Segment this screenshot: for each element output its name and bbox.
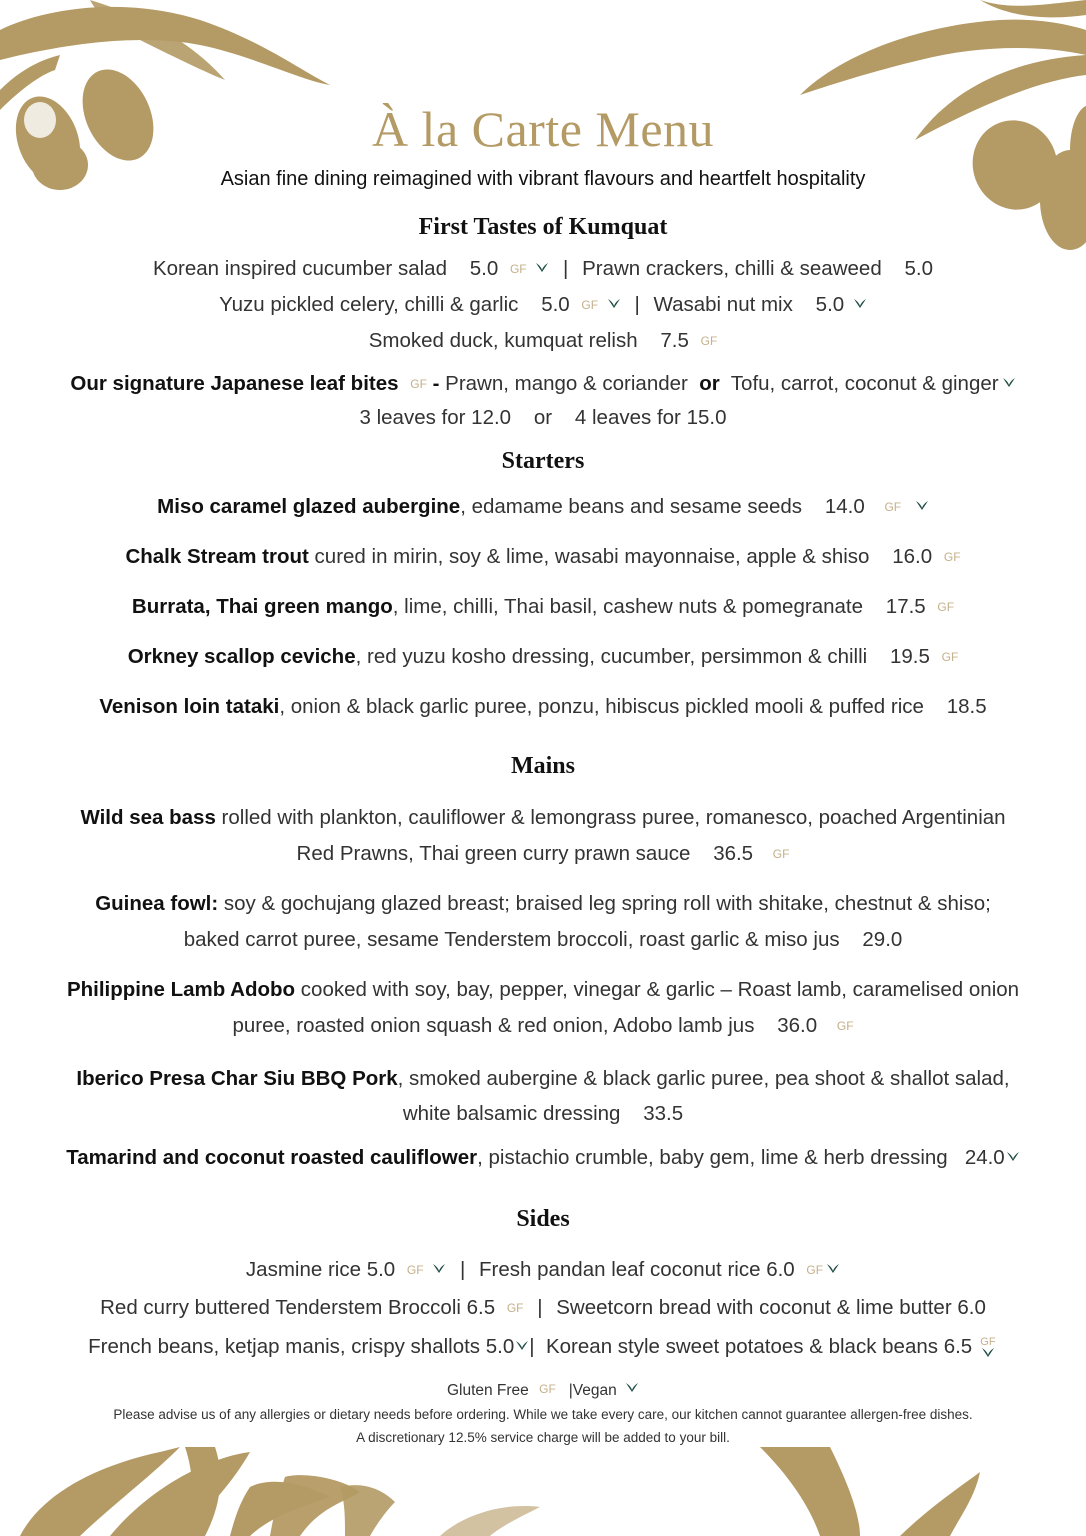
separator: | <box>459 1258 466 1281</box>
item-price: 19.5 <box>890 645 930 668</box>
gf-tag: GF <box>406 1263 424 1277</box>
signature-prices <box>0 406 1086 430</box>
legend-gluten-free-label: Gluten Free <box>446 1382 529 1399</box>
sides-row-3 <box>0 1335 1086 1359</box>
gf-tag: GF <box>980 1335 996 1348</box>
main-item-line-1 <box>0 806 1086 830</box>
section-heading-sides: Sides <box>516 1206 570 1232</box>
starter-item <box>0 545 1086 569</box>
item-name: Tamarind and coconut roasted cauliflower <box>66 1146 478 1169</box>
item-desc: rolled with plankton, cauliflower & lemongrass puree, romanesco, poached Argentinian <box>215 806 1006 829</box>
section-heading-mains: Mains <box>510 753 575 779</box>
vegan-leaf-icon <box>607 298 621 310</box>
gf-tag: GF <box>884 500 902 514</box>
item-name: Wild sea bass <box>80 806 216 829</box>
item-price: 5.0 <box>485 1335 515 1358</box>
option-a: Prawn, mango & coriander <box>445 372 688 395</box>
separator: | <box>537 1296 543 1319</box>
price-3-leaves: 3 leaves for 12.0 <box>359 406 512 429</box>
item-name: Orkney scallop ceviche <box>127 645 356 668</box>
option-b: Tofu, carrot, coconut & ginger <box>730 372 999 395</box>
item-price: 6.0 <box>766 1258 795 1281</box>
item-price: 6.5 <box>466 1296 496 1319</box>
vegan-leaf-icon <box>826 1263 840 1275</box>
dietary-legend <box>0 1382 1086 1400</box>
vegan-leaf-icon <box>981 1347 995 1359</box>
signature-name: Our signature Japanese leaf bites <box>70 372 399 395</box>
item-name: Sweetcorn bread with coconut & lime butter <box>556 1296 952 1319</box>
item-name: Yuzu pickled celery, chilli & garlic <box>219 293 519 316</box>
service-charge-note: A discretionary 12.5% service charge will be added to your bill. <box>356 1430 730 1445</box>
vegan-leaf-icon <box>915 500 929 512</box>
item-price: 5.0 <box>469 257 499 280</box>
item-name: Philippine Lamb Adobo <box>66 978 296 1001</box>
item-price: 7.5 <box>660 329 689 352</box>
item-price: 36.5 <box>713 842 754 865</box>
dash: - <box>432 372 440 395</box>
item-desc: , lime, chilli, Thai basil, cashew nuts & pomegranate <box>392 595 863 618</box>
first-tastes-row-3 <box>0 329 1086 353</box>
item-desc: white balsamic dressing <box>402 1102 621 1125</box>
sides-row-1 <box>0 1258 1086 1282</box>
item-desc: , pistachio crumble, baby gem, lime & herb dressing <box>477 1146 948 1169</box>
item-price: 18.5 <box>946 695 987 718</box>
separator: | <box>568 1382 573 1399</box>
gf-tag: GF <box>941 650 959 664</box>
legend-vegan-label: Vegan <box>572 1382 617 1399</box>
item-name: Fresh pandan leaf coconut rice <box>479 1258 761 1281</box>
dietary-tags-stack <box>978 1337 998 1359</box>
page-subtitle: Asian fine dining reimagined with vibrant flavours and heartfelt hospitality <box>220 168 866 190</box>
item-name: Burrata, Thai green mango <box>131 595 393 618</box>
vegan-leaf-icon <box>515 1340 529 1352</box>
item-name: Korean inspired cucumber salad <box>152 257 447 280</box>
item-name: Miso caramel glazed aubergine <box>157 495 461 518</box>
gf-tag: GF <box>943 550 961 564</box>
starter-item <box>0 595 1086 619</box>
section-heading-starters: Starters <box>501 448 585 474</box>
item-price: 29.0 <box>862 928 903 951</box>
item-desc: puree, roasted onion squash & red onion, Adobo lamb jus <box>232 1014 755 1037</box>
item-price: 14.0 <box>824 495 865 518</box>
vegan-leaf-icon <box>1006 1151 1020 1163</box>
item-price: 24.0 <box>964 1146 1005 1169</box>
main-item-line-2 <box>0 1014 1086 1038</box>
item-name: Chalk Stream trout <box>125 545 309 568</box>
item-price: 5.0 <box>541 293 570 316</box>
signature-leaf-bites <box>0 372 1086 396</box>
gf-tag: GF <box>700 334 718 348</box>
gf-tag: GF <box>506 1301 524 1315</box>
starter-item <box>0 645 1086 669</box>
item-desc: cured in mirin, soy & lime, wasabi mayonnaise, apple & shiso <box>308 545 870 568</box>
item-desc: Red Prawns, Thai green curry prawn sauce <box>296 842 691 865</box>
vegan-leaf-icon <box>535 262 549 274</box>
gf-tag: GF <box>581 298 599 312</box>
main-item-line-2 <box>0 842 1086 866</box>
separator: | <box>563 257 569 280</box>
vegan-leaf-icon <box>625 1382 639 1394</box>
item-name: Prawn crackers, chilli & seaweed <box>582 257 882 280</box>
main-item-line-2 <box>0 928 1086 952</box>
item-price: 16.0 <box>892 545 933 568</box>
item-desc: , red yuzu kosho dressing, cucumber, persimmon & chilli <box>355 645 868 668</box>
gf-tag: GF <box>539 1382 556 1396</box>
item-desc: , onion & black garlic puree, ponzu, hibiscus pickled mooli & puffed rice <box>279 695 924 718</box>
starter-item <box>0 695 1086 719</box>
item-desc: , edamame beans and sesame seeds <box>460 495 803 518</box>
item-price: 36.0 <box>777 1014 818 1037</box>
item-desc: baked carrot puree, sesame Tenderstem broccoli, roast garlic & miso jus <box>183 928 840 951</box>
sides-row-2 <box>0 1296 1086 1320</box>
main-item-line-1 <box>0 892 1086 916</box>
separator: | <box>634 293 640 316</box>
or-word: or <box>533 406 553 429</box>
starter-item <box>0 495 1086 519</box>
item-name: Iberico Presa Char Siu BBQ Pork <box>76 1067 398 1090</box>
allergy-note: Please advise us of any allergies or dietary needs before ordering. While we take every care, our kitchen cannot guarantee allergen-free dishes. <box>113 1407 973 1422</box>
section-heading-first-tastes: First Tastes of Kumquat <box>418 214 668 240</box>
item-price: 5.0 <box>815 293 845 316</box>
page-title: À la Carte Menu <box>371 101 715 157</box>
item-name: Guinea fowl: <box>95 892 219 915</box>
item-name: Venison loin tataki <box>99 695 280 718</box>
main-item-line-1 <box>0 1067 1086 1091</box>
gf-tag: GF <box>836 1019 854 1033</box>
item-name: Wasabi nut mix <box>653 293 793 316</box>
main-item-line-2 <box>0 1102 1086 1126</box>
gf-tag: GF <box>410 377 427 391</box>
price-4-leaves: 4 leaves for 15.0 <box>574 406 727 429</box>
item-price: 5.0 <box>904 257 934 280</box>
item-name: Red curry buttered Tenderstem Broccoli <box>100 1296 461 1319</box>
item-desc: cooked with soy, bay, pepper, vinegar & garlic – Roast lamb, caramelised onion <box>295 978 1020 1001</box>
item-price: 5.0 <box>366 1258 396 1281</box>
item-price: 6.0 <box>957 1296 986 1319</box>
item-name: Korean style sweet potatoes & black beans <box>545 1335 938 1358</box>
vegan-leaf-icon <box>432 1263 446 1275</box>
gf-tag: GF <box>806 1263 824 1277</box>
item-price: 6.5 <box>943 1335 973 1358</box>
vegan-leaf-icon <box>853 298 867 310</box>
item-name: Jasmine rice <box>245 1258 361 1281</box>
main-item-line-1 <box>0 978 1086 1002</box>
first-tastes-row-1 <box>0 257 1086 281</box>
item-price: 33.5 <box>643 1102 684 1125</box>
item-desc: , smoked aubergine & black garlic puree, pea shoot & shallot salad, <box>397 1067 1010 1090</box>
item-price: 17.5 <box>885 595 926 618</box>
item-name: French beans, ketjap manis, crispy shallots <box>88 1335 481 1358</box>
item-name: Smoked duck, kumquat relish <box>368 329 638 352</box>
gf-tag: GF <box>937 600 955 614</box>
gf-tag: GF <box>509 262 527 276</box>
first-tastes-row-2 <box>0 293 1086 317</box>
item-desc: soy & gochujang glazed breast; braised leg spring roll with shitake, chestnut & shiso; <box>218 892 991 915</box>
gf-tag: GF <box>772 847 790 861</box>
vegan-leaf-icon <box>1002 377 1016 389</box>
or-word: or <box>699 372 720 395</box>
main-item-line-1 <box>0 1146 1086 1170</box>
separator: | <box>529 1335 535 1358</box>
